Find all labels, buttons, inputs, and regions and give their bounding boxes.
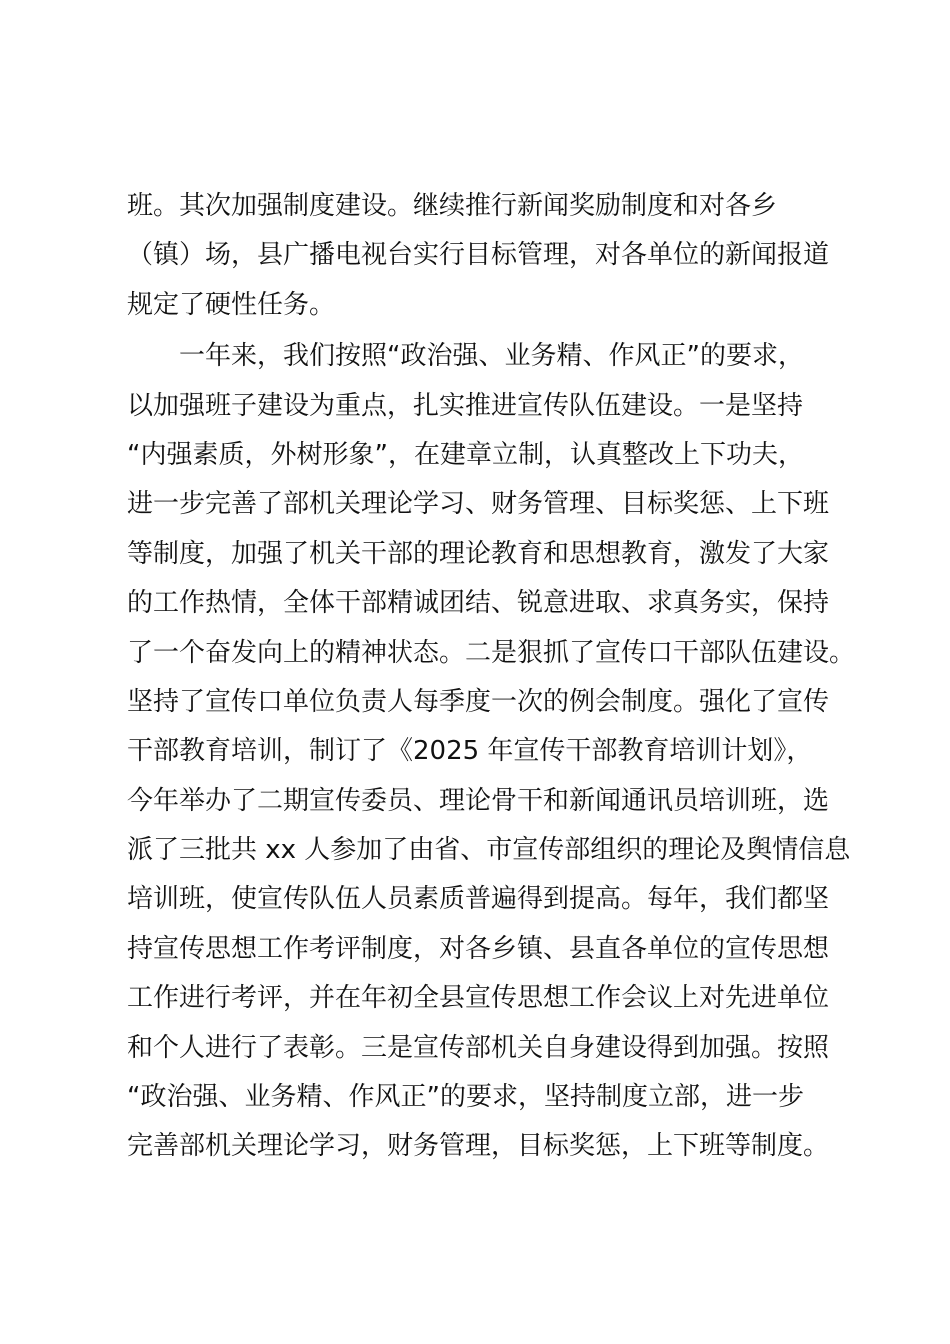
paragraph-line: 坚持了宣传口单位负责人每季度一次的例会制度。强化了宣传 — [127, 686, 830, 717]
document-body — [127, 182, 867, 1172]
paragraph-line: 等制度，加强了机关干部的理论教育和思想教育，激发了大家 — [127, 538, 830, 569]
paragraph-line: 持宣传思想工作考评制度，对各乡镇、县直各单位的宣传思想 — [127, 933, 830, 964]
paragraph-line: 完善部机关理论学习，财务管理，目标奖惩，上下班等制度。 — [127, 1131, 830, 1162]
paragraph-line: 一年来，我们按照“政治强、业务精、作风正”的要求， — [179, 341, 804, 372]
paragraph-2 — [127, 332, 867, 1172]
paragraph-line: 以加强班子建设为重点，扎实推进宣传队伍建设。一是坚持 — [127, 390, 804, 421]
paragraph-line: 培训班，使宣传队伍人员素质普遍得到提高。每年，我们都坚 — [127, 884, 830, 915]
paragraph-line: 进一步完善了部机关理论学习、财务管理、目标奖惩、上下班 — [127, 489, 830, 520]
paragraph-line: 了一个奋发向上的精神状态。二是狠抓了宣传口干部队伍建设。 — [127, 637, 856, 668]
paragraph-line: （镇）场，县广播电视台实行目标管理，对各单位的新闻报道 — [127, 240, 830, 271]
paragraph-line: “政治强、业务精、作风正”的要求，坚持制度立部，进一步 — [127, 1082, 804, 1113]
paragraph-line: 今年举办了二期宣传委员、理论骨干和新闻通讯员培训班，选 — [127, 785, 830, 816]
paragraph-line: 规定了硬性任务。 — [127, 289, 336, 320]
paragraph-line: 工作进行考评，并在年初全县宣传思想工作会议上对先进单位 — [127, 983, 830, 1014]
paragraph-line: 班。其次加强制度建设。继续推行新闻奖励制度和对各乡 — [127, 191, 778, 221]
paragraph-line: 派了三批共 xx 人参加了由省、市宣传部组织的理论及舆情信息 — [127, 835, 851, 866]
paragraph-line: 和个人进行了表彰。三是宣传部机关自身建设得到加强。按照 — [127, 1032, 830, 1063]
paragraph-line: “内强素质，外树形象”，在建章立制，认真整改上下功夫， — [127, 439, 804, 470]
paragraph-line: 的工作热情，全体干部精诚团结、锐意进取、求真务实，保持 — [127, 588, 830, 619]
paragraph-1 — [127, 182, 867, 330]
paragraph-line: 干部教育培训，制订了《2025 年宣传干部教育培训计划》， — [127, 736, 813, 767]
